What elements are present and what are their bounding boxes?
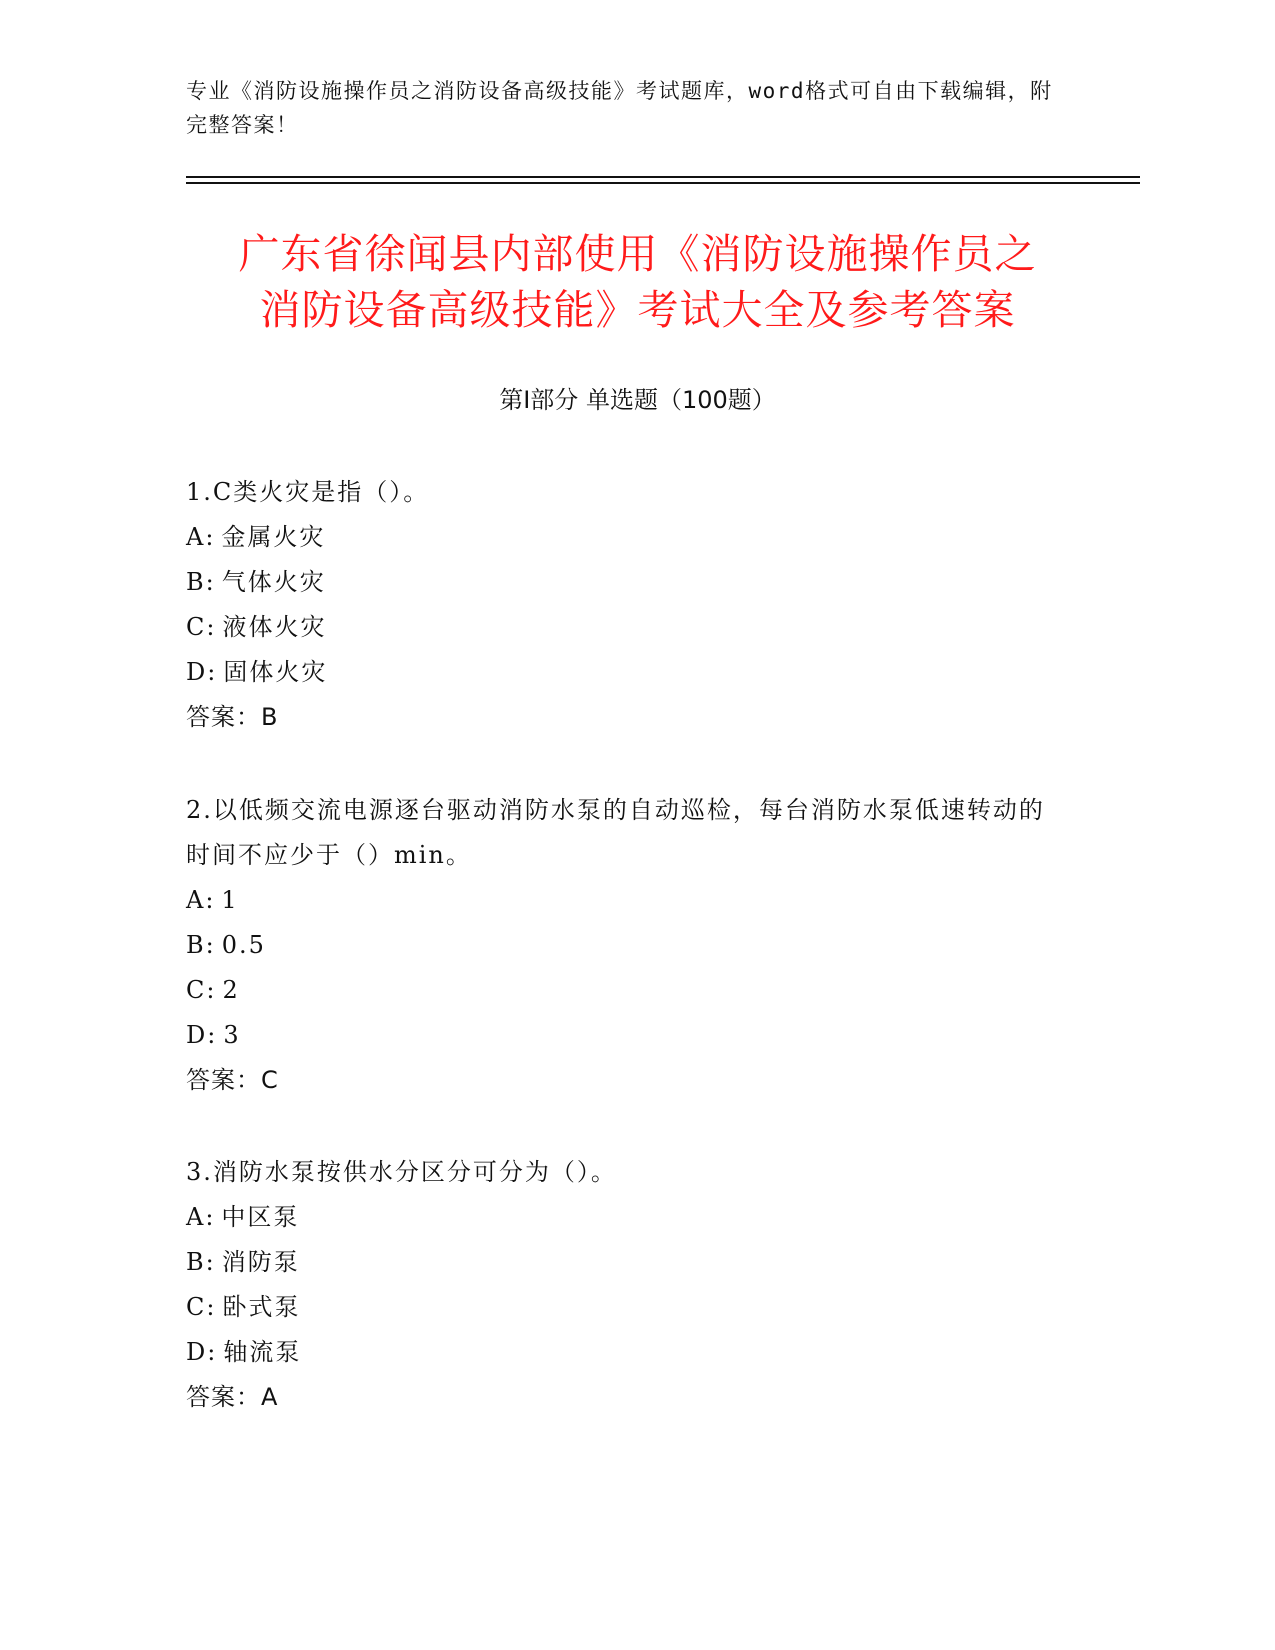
option-label: A: [186, 523, 216, 551]
option-label: D: [186, 658, 218, 686]
option-text: 1 [221, 886, 239, 914]
option-c [186, 605, 1066, 650]
option-text: 液体火灾 [222, 613, 327, 641]
option-text: 金属火灾 [221, 523, 326, 551]
option-text: 气体火灾 [221, 568, 326, 596]
option-d [186, 1013, 1066, 1058]
document-title-line-1: 广东省徐闻县内部使用《消防设施操作员之 [238, 230, 1037, 278]
header-note: 专业《消防设施操作员之消防设备高级技能》考试题库，word格式可自由下载编辑，附完整答案！ [186, 79, 1053, 137]
answer-key: 答案：C [186, 1066, 279, 1094]
option-b [186, 923, 1066, 968]
option-text: 0.5 [221, 931, 266, 959]
question-1 [186, 470, 1066, 740]
option-a [186, 878, 1066, 923]
option-text: 2 [222, 976, 240, 1004]
option-a [186, 1195, 1066, 1240]
option-d [186, 1330, 1066, 1375]
question-stem: 3.消防水泵按供水分区分可分为（）。 [186, 1158, 617, 1186]
question-2 [186, 788, 1066, 1103]
option-label: D: [186, 1338, 218, 1366]
option-text: 中区泵 [221, 1203, 300, 1231]
header-divider-bottom [186, 182, 1140, 184]
option-label: B: [186, 1248, 216, 1276]
option-text: 固体火灾 [223, 658, 328, 686]
answer-key: 答案：B [186, 703, 279, 731]
option-b [186, 1240, 1066, 1285]
option-label: A: [186, 1203, 216, 1231]
option-label: C: [186, 1293, 217, 1321]
option-label: A: [186, 886, 216, 914]
header-divider-top [186, 176, 1140, 178]
section-heading: 第Ⅰ部分 单选题（100题） [499, 386, 776, 414]
option-text: 卧式泵 [222, 1293, 301, 1321]
option-text: 3 [223, 1021, 241, 1049]
option-label: C: [186, 613, 217, 641]
option-label: C: [186, 976, 217, 1004]
question-stem: 2.以低频交流电源逐台驱动消防水泵的自动巡检，每台消防水泵低速转动的时间不应少于（）min。 [186, 796, 1045, 869]
option-c [186, 968, 1066, 1013]
document-title-line-2: 消防设备高级技能》考试大全及参考答案 [259, 286, 1016, 334]
option-text: 消防泵 [221, 1248, 300, 1276]
option-a [186, 515, 1066, 560]
question-stem: 1.C类火灾是指（）。 [186, 478, 430, 506]
document-title [150, 226, 1125, 338]
question-3 [186, 1150, 1066, 1420]
option-label: D: [186, 1021, 218, 1049]
option-d [186, 650, 1066, 695]
option-text: 轴流泵 [223, 1338, 302, 1366]
option-b [186, 560, 1066, 605]
option-label: B: [186, 931, 216, 959]
option-c [186, 1285, 1066, 1330]
option-label: B: [186, 568, 216, 596]
answer-key: 答案：A [186, 1383, 279, 1411]
